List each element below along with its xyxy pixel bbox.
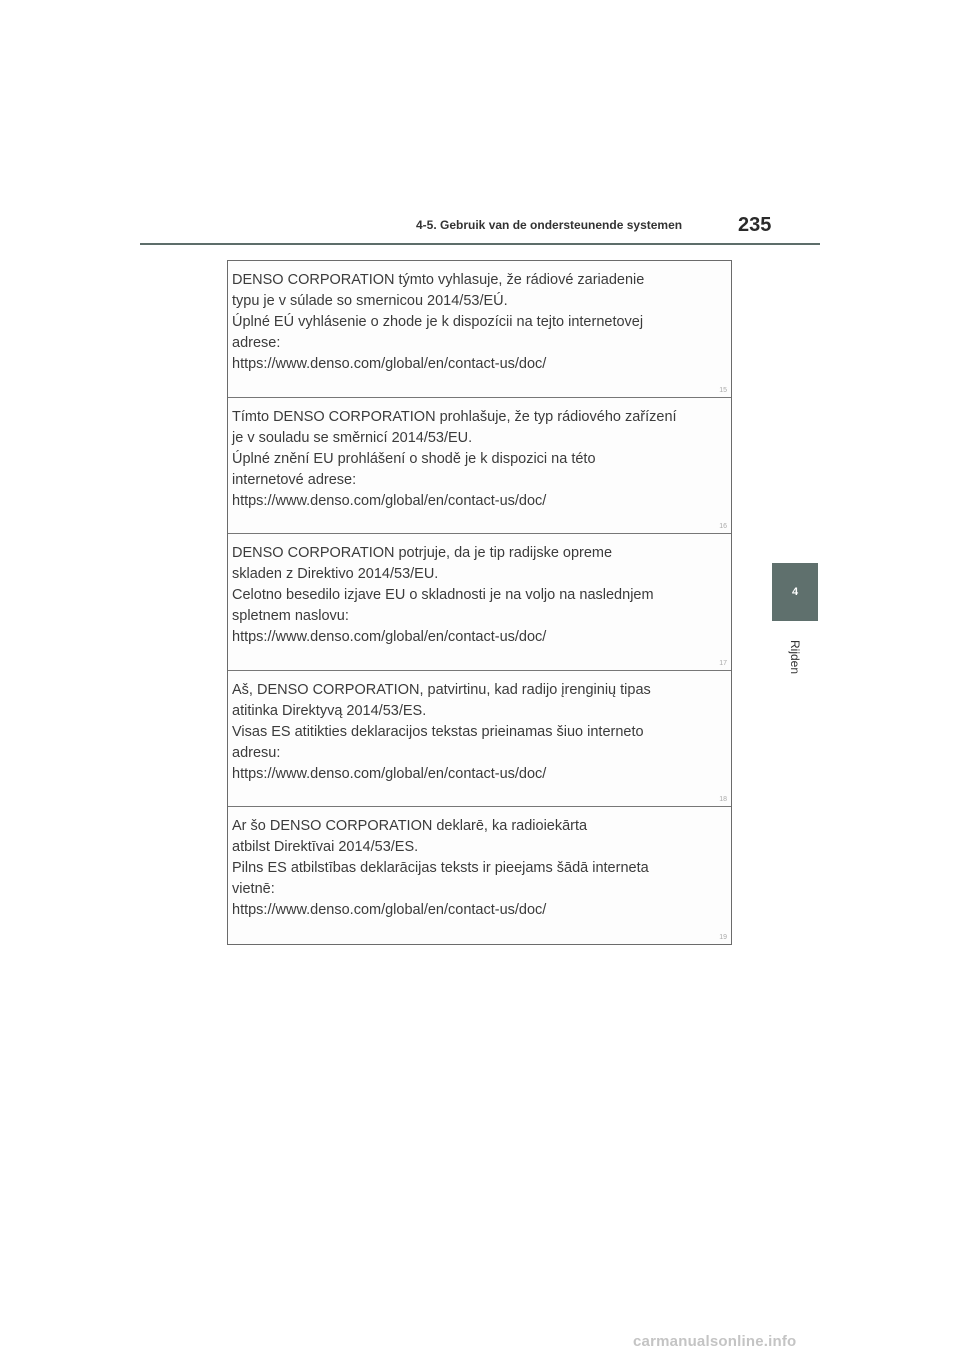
declaration-line: adresu: xyxy=(232,744,281,761)
declaration-block-lithuanian xyxy=(228,671,731,808)
declaration-line: internetové adrese: xyxy=(232,471,357,488)
declaration-url: https://www.denso.com/global/en/contact-us/doc/ xyxy=(232,629,547,646)
page-number: 235 xyxy=(738,214,772,236)
declaration-line: je v souladu se směrnicí 2014/53/EU. xyxy=(232,429,473,446)
declaration-line: Tímto DENSO CORPORATION prohlašuje, že typ rádiového zařízení xyxy=(232,408,677,425)
header-rule xyxy=(140,243,820,245)
chapter-tab xyxy=(772,563,818,621)
block-number: 17 xyxy=(719,659,727,667)
declaration-url: https://www.denso.com/global/en/contact-us/doc/ xyxy=(232,492,547,509)
declaration-line: Pilns ES atbilstības deklarācijas teksts ir pieejams šādā interneta xyxy=(232,860,649,877)
declaration-url: https://www.denso.com/global/en/contact-us/doc/ xyxy=(232,765,547,782)
declaration-line: vietnē: xyxy=(232,881,275,898)
declaration-block-latvian xyxy=(228,807,731,944)
declaration-line: atitinka Direktyvą 2014/53/ES. xyxy=(232,702,427,719)
declaration-line: Celotno besedilo izjave EU o skladnosti je na voljo na naslednjem xyxy=(232,587,654,604)
declaration-line: Visas ES atitikties deklaracijos tekstas prieinamas šiuo interneto xyxy=(232,723,644,740)
block-number: 19 xyxy=(719,933,727,941)
footer-watermark: carmanualsonline.info xyxy=(633,1333,797,1350)
declaration-url: https://www.denso.com/global/en/contact-us/doc/ xyxy=(232,902,547,919)
declaration-line: adrese: xyxy=(232,335,281,351)
declaration-line: atbilst Direktīvai 2014/53/ES. xyxy=(232,839,419,856)
declaration-line: Ar šo DENSO CORPORATION deklarē, ka radioiekārta xyxy=(232,818,588,835)
declaration-panel xyxy=(227,260,732,945)
declaration-block-slovenian xyxy=(228,534,731,671)
block-number: 18 xyxy=(719,796,727,804)
declaration-line: Úplné EÚ vyhlásenie o zhode je k dispozícii na tejto internetovej xyxy=(232,314,644,330)
declaration-line: DENSO CORPORATION potrjuje, da je tip radijske opreme xyxy=(232,545,613,562)
declaration-line: skladen z Direktivo 2014/53/EU. xyxy=(232,566,439,583)
block-number: 16 xyxy=(719,523,727,531)
declaration-line: spletnem naslovu: xyxy=(232,608,349,625)
declaration-block-slovak xyxy=(228,261,731,398)
section-title: 4-5. Gebruik van de ondersteunende systemen xyxy=(416,218,683,232)
declaration-line: DENSO CORPORATION týmto vyhlasuje, že rádiové zariadenie xyxy=(232,272,645,288)
block-number: 15 xyxy=(719,386,727,394)
declaration-line: Aš, DENSO CORPORATION, patvirtinu, kad radijo įrenginių tipas xyxy=(232,681,651,698)
chapter-number: 4 xyxy=(791,586,799,598)
declaration-line: typu je v súlade so smernicou 2014/53/EÚ. xyxy=(232,293,508,309)
declaration-line: Úplné znění EU prohlášení o shodě je k dispozici na této xyxy=(232,450,596,467)
declaration-block-czech xyxy=(228,398,731,535)
chapter-label: Rijden xyxy=(788,639,802,675)
declaration-url: https://www.denso.com/global/en/contact-us/doc/ xyxy=(232,356,547,372)
